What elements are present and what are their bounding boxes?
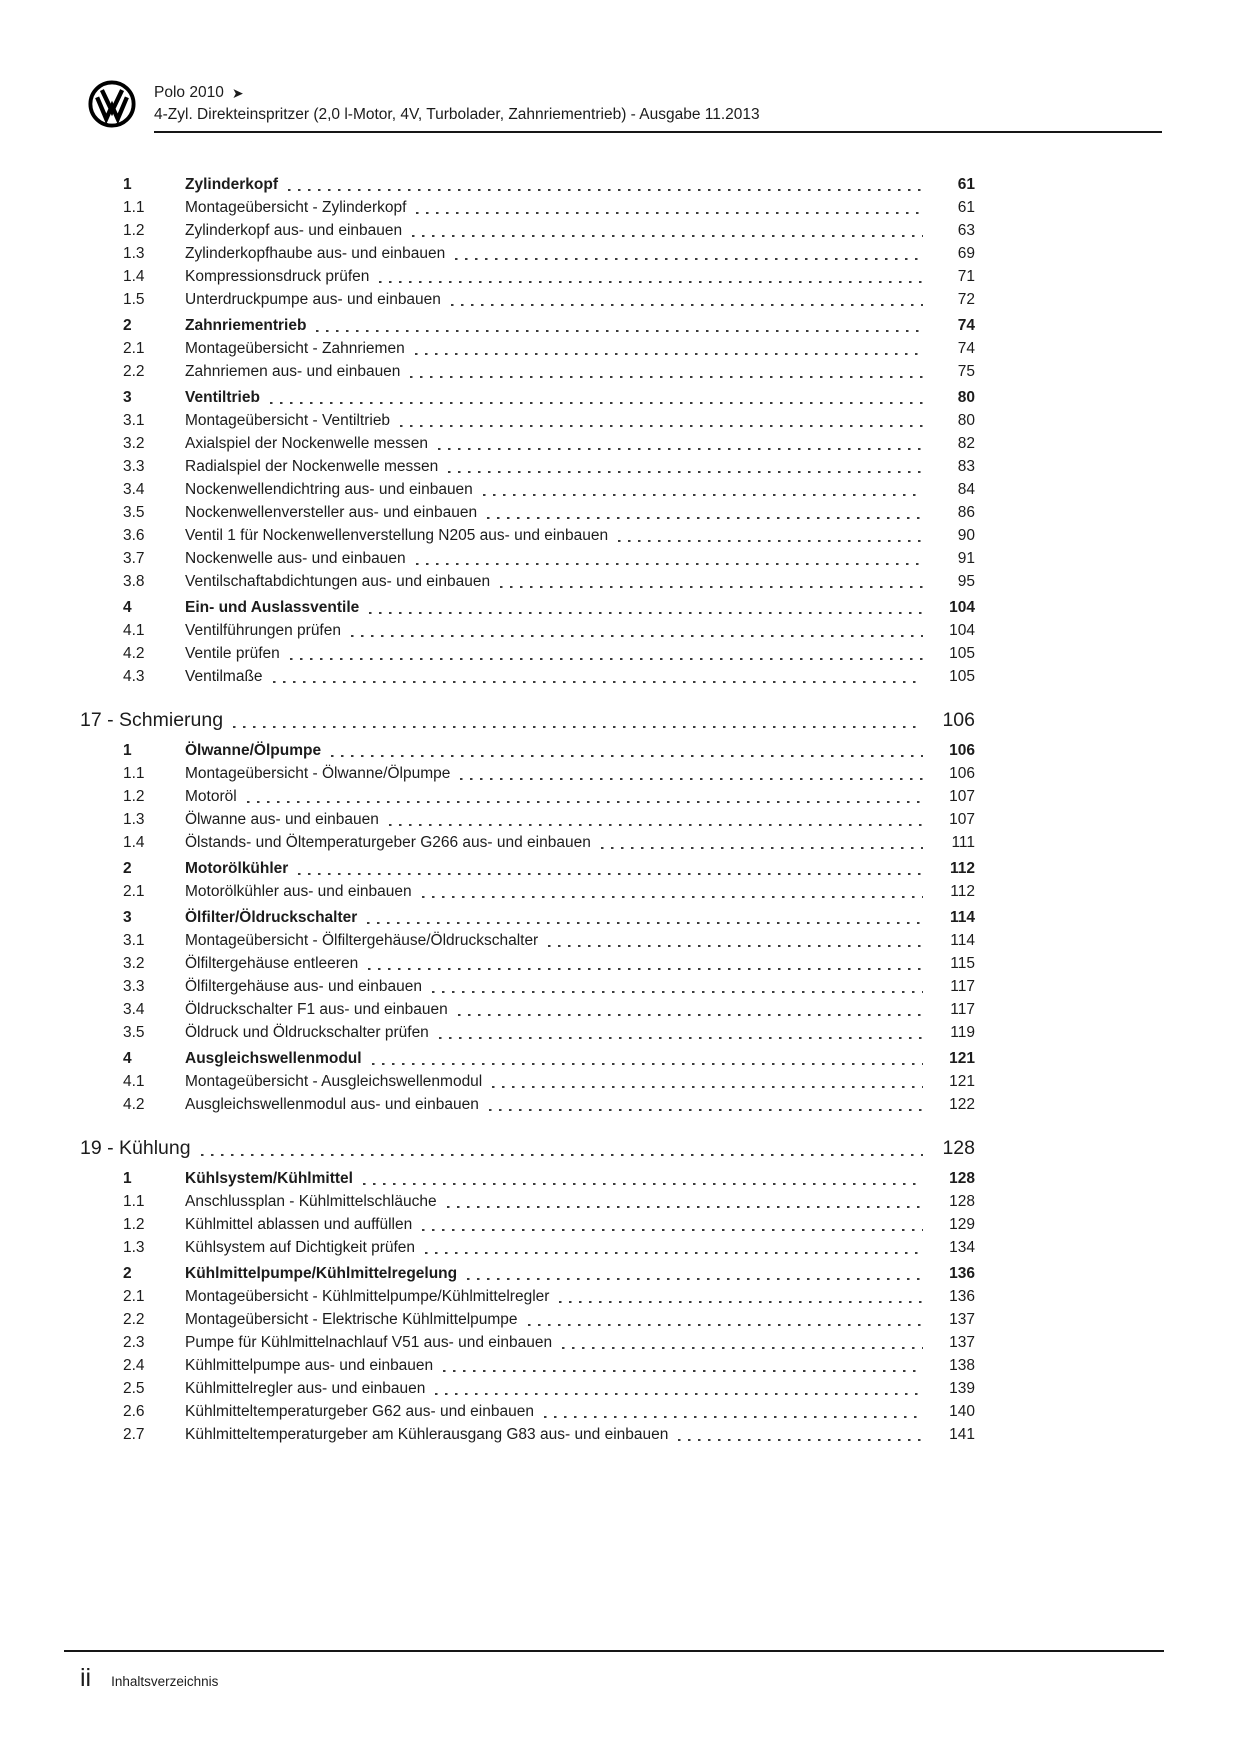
- toc-leader-dots: [455, 258, 923, 261]
- toc-subsection-row: [80, 1070, 975, 1093]
- toc-subsection-row: [80, 242, 975, 265]
- toc-entry-title: Nockenwellendichtring aus- und einbauen: [185, 481, 473, 498]
- toc-entry-number: 1.3: [123, 811, 145, 828]
- toc-entry-number: 2.4: [123, 1357, 145, 1374]
- toc-subsection-row: [80, 998, 975, 1021]
- toc-entry-title: Ölwanne aus- und einbauen: [185, 811, 379, 828]
- toc-entry-page: 114: [949, 909, 975, 926]
- toc-entry-page: 111: [951, 834, 975, 851]
- toc-entry-page: 138: [949, 1357, 975, 1374]
- toc-subsection-row: [80, 880, 975, 903]
- toc-leader-dots: [422, 896, 923, 899]
- toc-leader-dots: [678, 1439, 923, 1442]
- toc-subsection-row: [80, 1021, 975, 1044]
- toc-entry-number: 2.3: [123, 1334, 145, 1351]
- toc-subsection-row: [80, 570, 975, 593]
- toc-entry-number: 3.4: [123, 481, 145, 498]
- toc-entry-page: 140: [949, 1403, 975, 1420]
- toc-entry-page: 80: [957, 389, 975, 406]
- toc-subsection-row: [80, 952, 975, 975]
- toc-entry-title: Ausgleichswellenmodul aus- und einbauen: [185, 1096, 479, 1113]
- toc-subsection-row: [80, 432, 975, 455]
- toc-subsection-row: [80, 1093, 975, 1116]
- toc-entry-page: 119: [950, 1024, 975, 1041]
- toc-subsection-row: [80, 665, 975, 688]
- toc-leader-dots: [331, 755, 923, 758]
- toc-section-row: [80, 1167, 975, 1190]
- toc-subsection-row: [80, 929, 975, 952]
- toc-entry-number: 1: [123, 176, 132, 193]
- toc-entry-title: Montageübersicht - Ölfiltergehäuse/Öldruckschalter: [185, 932, 539, 949]
- toc-leader-dots: [435, 1393, 923, 1396]
- toc-entry-page: 121: [949, 1073, 975, 1090]
- toc-leader-dots: [298, 873, 923, 876]
- toc-entry-number: 4.2: [123, 1096, 145, 1113]
- toc-entry-number: 2.5: [123, 1380, 145, 1397]
- toc-leader-dots: [416, 563, 923, 566]
- toc-entry-title: Pumpe für Kühlmittelnachlauf V51 aus- und einbauen: [185, 1334, 553, 1351]
- table-of-contents: [80, 170, 975, 1446]
- toc-entry-page: 82: [957, 435, 975, 452]
- toc-subsection-row: [80, 1377, 975, 1400]
- toc-leader-dots: [416, 212, 923, 215]
- toc-entry-page: 80: [957, 412, 975, 429]
- model-line: [154, 83, 1162, 103]
- toc-entry-title: Motorölkühler: [185, 860, 289, 877]
- toc-leader-dots: [483, 494, 923, 497]
- toc-entry-page: 90: [957, 527, 975, 544]
- toc-entry-title: Ausgleichswellenmodul: [185, 1050, 362, 1067]
- toc-entry-number: 3.4: [123, 1001, 145, 1018]
- toc-entry-title: Kühlmittelpumpe/Kühlmittelregelung: [185, 1265, 458, 1282]
- toc-entry-page: 74: [957, 317, 975, 334]
- toc-entry-number: 2.1: [123, 1288, 145, 1305]
- toc-entry-number: 2.7: [123, 1426, 145, 1443]
- toc-entry-page: 69: [957, 245, 975, 262]
- vw-logo-icon: [88, 80, 136, 128]
- toc-entry-number: 4: [123, 1050, 132, 1067]
- toc-entry-number: 1: [123, 1170, 132, 1187]
- toc-entry-number: 1.2: [123, 788, 145, 805]
- toc-subsection-row: [80, 1213, 975, 1236]
- toc-leader-dots: [367, 922, 923, 925]
- toc-leader-dots: [379, 281, 923, 284]
- toc-entry-page: 74: [957, 340, 975, 357]
- toc-entry-title: Kühlmitteltemperaturgeber am Kühlerausgang G83 aus- und einbauen: [185, 1426, 669, 1443]
- toc-subsection-row: [80, 762, 975, 785]
- toc-entry-number: 1.3: [123, 1239, 145, 1256]
- toc-subsection-row: [80, 831, 975, 854]
- toc-entry-title: Motoröl: [185, 788, 237, 805]
- page-header: [88, 80, 1162, 133]
- toc-entry-title: Kühlmittel ablassen und auffüllen: [185, 1216, 413, 1233]
- toc-leader-dots: [559, 1301, 923, 1304]
- toc-leader-dots: [368, 968, 923, 971]
- toc-entry-page: 105: [949, 668, 975, 685]
- toc-entry-number: 3.5: [123, 504, 145, 521]
- toc-subsection-row: [80, 1400, 975, 1423]
- toc-entry-title: Montageübersicht - Ausgleichswellenmodul: [185, 1073, 483, 1090]
- toc-entry-number: 1.1: [123, 1193, 145, 1210]
- toc-subsection-row: [80, 547, 975, 570]
- toc-entry-number: 3.5: [123, 1024, 145, 1041]
- toc-entry-number: 3.1: [123, 932, 145, 949]
- toc-entry-title: Kühlmitteltemperaturgeber G62 aus- und einbauen: [185, 1403, 534, 1420]
- toc-subsection-row: [80, 337, 975, 360]
- toc-leader-dots: [458, 1014, 923, 1017]
- toc-leader-dots: [389, 824, 923, 827]
- toc-entry-number: 3: [123, 909, 132, 926]
- arrow-right-icon: ➤: [231, 85, 244, 101]
- toc-entry-page: 137: [949, 1311, 975, 1328]
- header-text: [154, 80, 1162, 133]
- toc-leader-dots: [247, 801, 923, 804]
- toc-subsection-row: [80, 196, 975, 219]
- toc-entry-page: 95: [957, 573, 975, 590]
- toc-entry-title: Montageübersicht - Ventiltrieb: [185, 412, 391, 429]
- toc-leader-dots: [201, 1154, 923, 1157]
- toc-subsection-row: [80, 619, 975, 642]
- toc-leader-dots: [618, 540, 923, 543]
- toc-entry-title: Nockenwellenversteller aus- und einbauen: [185, 504, 478, 521]
- toc-entry-page: 136: [949, 1265, 975, 1282]
- page-footer: [64, 1650, 1164, 1692]
- toc-entry-title: Ventile prüfen: [185, 645, 280, 662]
- toc-subsection-row: [80, 1236, 975, 1259]
- toc-entry-page: 106: [949, 765, 975, 782]
- toc-entry-page: 137: [949, 1334, 975, 1351]
- toc-subsection-row: [80, 1190, 975, 1213]
- toc-entry-page: 83: [957, 458, 975, 475]
- toc-entry-page: 91: [957, 550, 975, 567]
- toc-entry-title: 17 - Schmierung: [80, 709, 224, 731]
- toc-entry-page: 112: [950, 883, 975, 900]
- toc-leader-dots: [290, 658, 923, 661]
- toc-subsection-row: [80, 808, 975, 831]
- toc-subsection-row: [80, 785, 975, 808]
- toc-entry-title: Kühlmittelregler aus- und einbauen: [185, 1380, 426, 1397]
- toc-leader-dots: [487, 517, 923, 520]
- toc-entry-title: Motorölkühler aus- und einbauen: [185, 883, 412, 900]
- toc-entry-page: 121: [949, 1050, 975, 1067]
- toc-entry-title: Ölfilter/Öldruckschalter: [185, 909, 358, 926]
- toc-entry-page: 61: [957, 199, 975, 216]
- toc-leader-dots: [372, 1063, 923, 1066]
- toc-entry-page: 61: [957, 176, 975, 193]
- toc-entry-title: Montageübersicht - Zylinderkopf: [185, 199, 407, 216]
- toc-entry-page: 141: [949, 1426, 975, 1443]
- toc-leader-dots: [601, 847, 923, 850]
- toc-section-row: [80, 1047, 975, 1070]
- toc-section-row: [80, 857, 975, 880]
- toc-subsection-row: [80, 1308, 975, 1331]
- toc-subsection-row: [80, 642, 975, 665]
- toc-entry-number: 2.1: [123, 883, 145, 900]
- toc-entry-page: 129: [949, 1216, 975, 1233]
- toc-entry-number: 2: [123, 317, 132, 334]
- toc-entry-title: Ventiltrieb: [185, 389, 260, 406]
- toc-entry-number: 1.4: [123, 268, 145, 285]
- toc-leader-dots: [528, 1324, 923, 1327]
- toc-leader-dots: [460, 778, 923, 781]
- toc-entry-page: 122: [949, 1096, 975, 1113]
- toc-entry-page: 84: [957, 481, 975, 498]
- toc-subsection-row: [80, 1423, 975, 1446]
- toc-leader-dots: [451, 304, 923, 307]
- toc-section-row: [80, 1262, 975, 1285]
- toc-entry-page: 117: [950, 1001, 975, 1018]
- footer-label: Inhaltsverzeichnis: [111, 1674, 219, 1689]
- toc-entry-number: 4.1: [123, 1073, 145, 1090]
- toc-entry-title: Öldruckschalter F1 aus- und einbauen: [185, 1001, 448, 1018]
- toc-leader-dots: [443, 1370, 923, 1373]
- toc-entry-title: Montageübersicht - Elektrische Kühlmittelpumpe: [185, 1311, 518, 1328]
- toc-leader-dots: [439, 1037, 923, 1040]
- header-divider: [154, 131, 1162, 133]
- toc-entry-title: Ölwanne/Ölpumpe: [185, 742, 322, 759]
- toc-subsection-row: [80, 975, 975, 998]
- footer-divider: [64, 1650, 1164, 1652]
- toc-entry-page: 106: [942, 709, 975, 731]
- toc-entry-number: 3.6: [123, 527, 145, 544]
- toc-subsection-row: [80, 360, 975, 383]
- toc-leader-dots: [467, 1278, 923, 1281]
- toc-leader-dots: [351, 635, 923, 638]
- toc-leader-dots: [425, 1252, 923, 1255]
- toc-section-row: [80, 314, 975, 337]
- toc-entry-page: 105: [949, 645, 975, 662]
- toc-leader-dots: [489, 1109, 923, 1112]
- toc-entry-title: Axialspiel der Nockenwelle messen: [185, 435, 428, 452]
- toc-entry-number: 1.1: [123, 765, 145, 782]
- toc-entry-page: 107: [949, 788, 975, 805]
- toc-entry-page: 107: [949, 811, 975, 828]
- toc-entry-number: 2.1: [123, 340, 145, 357]
- toc-subsection-row: [80, 455, 975, 478]
- toc-entry-title: Zahnriementrieb: [185, 317, 307, 334]
- toc-leader-dots: [412, 235, 923, 238]
- toc-entry-title: Ölfiltergehäuse aus- und einbauen: [185, 978, 422, 995]
- model-name: Polo 2010: [154, 84, 224, 101]
- toc-subsection-row: [80, 288, 975, 311]
- toc-entry-number: 3.8: [123, 573, 145, 590]
- toc-leader-dots: [363, 1183, 923, 1186]
- toc-leader-dots: [492, 1086, 923, 1089]
- toc-entry-page: 128: [949, 1193, 975, 1210]
- toc-leader-dots: [233, 726, 923, 729]
- toc-section-row: [80, 739, 975, 762]
- header-subtitle: 4-Zyl. Direkteinspritzer (2,0 l-Motor, 4V, Turbolader, Zahnriementrieb) - Ausgabe 11.2013: [154, 106, 760, 123]
- toc-leader-dots: [438, 448, 923, 451]
- toc-subsection-row: [80, 1331, 975, 1354]
- toc-entry-number: 3.7: [123, 550, 145, 567]
- toc-entry-page: 128: [949, 1170, 975, 1187]
- toc-section-row: [80, 596, 975, 619]
- toc-entry-title: Zylinderkopf aus- und einbauen: [185, 222, 403, 239]
- toc-entry-number: 3.1: [123, 412, 145, 429]
- toc-entry-number: 2.6: [123, 1403, 145, 1420]
- toc-entry-page: 136: [949, 1288, 975, 1305]
- toc-entry-page: 104: [949, 622, 975, 639]
- toc-entry-number: 2.2: [123, 363, 145, 380]
- toc-leader-dots: [548, 945, 923, 948]
- toc-leader-dots: [422, 1229, 923, 1232]
- toc-entry-title: Öldruck und Öldruckschalter prüfen: [185, 1024, 429, 1041]
- toc-entry-title: Unterdruckpumpe aus- und einbauen: [185, 291, 441, 308]
- toc-leader-dots: [500, 586, 923, 589]
- toc-entry-number: 2: [123, 1265, 132, 1282]
- toc-entry-title: Ventilschaftabdichtungen aus- und einbauen: [185, 573, 491, 590]
- toc-entry-title: Ventilmaße: [185, 668, 263, 685]
- toc-entry-page: 139: [949, 1380, 975, 1397]
- toc-entry-title: Kühlsystem auf Dichtigkeit prüfen: [185, 1239, 416, 1256]
- toc-entry-number: 3: [123, 389, 132, 406]
- toc-entry-number: 2: [123, 860, 132, 877]
- toc-entry-title: Kompressionsdruck prüfen: [185, 268, 370, 285]
- toc-leader-dots: [288, 189, 923, 192]
- toc-subsection-row: [80, 1285, 975, 1308]
- toc-entry-title: Ölstands- und Öltemperaturgeber G266 aus- und einbauen: [185, 834, 591, 851]
- toc-leader-dots: [448, 471, 923, 474]
- toc-entry-number: 3.3: [123, 978, 145, 995]
- toc-entry-title: Kühlmittelpumpe aus- und einbauen: [185, 1357, 434, 1374]
- toc-leader-dots: [432, 991, 923, 994]
- toc-leader-dots: [410, 376, 923, 379]
- toc-entry-title: 19 - Kühlung: [80, 1137, 191, 1159]
- toc-entry-title: Ventil 1 für Nockenwellenverstellung N205 aus- und einbauen: [185, 527, 609, 544]
- toc-subsection-row: [80, 409, 975, 432]
- toc-subsection-row: [80, 524, 975, 547]
- toc-entry-title: Zahnriemen aus- und einbauen: [185, 363, 401, 380]
- toc-entry-title: Zylinderkopf: [185, 176, 279, 193]
- toc-entry-number: 4.3: [123, 668, 145, 685]
- toc-leader-dots: [369, 612, 923, 615]
- toc-entry-number: 3.3: [123, 458, 145, 475]
- toc-entry-title: Anschlussplan - Kühlmittelschläuche: [185, 1193, 437, 1210]
- toc-entry-page: 71: [957, 268, 975, 285]
- toc-chapter-row: [80, 707, 975, 734]
- page-number: ii: [80, 1664, 92, 1692]
- toc-subsection-row: [80, 1354, 975, 1377]
- toc-entry-number: 1.1: [123, 199, 145, 216]
- toc-entry-number: 4: [123, 599, 132, 616]
- toc-entry-title: Ein- und Auslassventile: [185, 599, 360, 616]
- toc-subsection-row: [80, 501, 975, 524]
- toc-entry-title: Montageübersicht - Kühlmittelpumpe/Kühlmittelregler: [185, 1288, 550, 1305]
- toc-entry-page: 72: [957, 291, 975, 308]
- toc-section-row: [80, 173, 975, 196]
- toc-entry-page: 75: [957, 363, 975, 380]
- toc-entry-page: 115: [950, 955, 975, 972]
- toc-entry-page: 63: [957, 222, 975, 239]
- toc-leader-dots: [316, 330, 923, 333]
- toc-chapter-row: [80, 1135, 975, 1162]
- footer-row: [64, 1664, 1164, 1692]
- toc-entry-title: Zylinderkopfhaube aus- und einbauen: [185, 245, 446, 262]
- toc-entry-number: 1: [123, 742, 132, 759]
- toc-leader-dots: [562, 1347, 923, 1350]
- toc-section-row: [80, 386, 975, 409]
- toc-leader-dots: [544, 1416, 923, 1419]
- toc-leader-dots: [400, 425, 923, 428]
- toc-entry-number: 1.4: [123, 834, 145, 851]
- toc-entry-title: Montageübersicht - Ölwanne/Ölpumpe: [185, 765, 451, 782]
- toc-entry-number: 4.1: [123, 622, 145, 639]
- toc-entry-page: 128: [942, 1137, 975, 1159]
- toc-leader-dots: [270, 402, 923, 405]
- toc-subsection-row: [80, 478, 975, 501]
- toc-entry-page: 117: [950, 978, 975, 995]
- toc-entry-number: 4.2: [123, 645, 145, 662]
- toc-entry-title: Ventilführungen prüfen: [185, 622, 341, 639]
- toc-entry-number: 2.2: [123, 1311, 145, 1328]
- toc-leader-dots: [273, 681, 923, 684]
- toc-entry-page: 134: [949, 1239, 975, 1256]
- toc-entry-page: 104: [949, 599, 975, 616]
- toc-entry-number: 1.3: [123, 245, 145, 262]
- toc-subsection-row: [80, 265, 975, 288]
- toc-entry-title: Radialspiel der Nockenwelle messen: [185, 458, 439, 475]
- toc-section-row: [80, 906, 975, 929]
- toc-entry-number: 3.2: [123, 435, 145, 452]
- toc-entry-title: Nockenwelle aus- und einbauen: [185, 550, 406, 567]
- toc-leader-dots: [447, 1206, 923, 1209]
- toc-subsection-row: [80, 219, 975, 242]
- toc-entry-title: Kühlsystem/Kühlmittel: [185, 1170, 353, 1187]
- toc-entry-number: 3.2: [123, 955, 145, 972]
- toc-entry-number: 1.5: [123, 291, 145, 308]
- toc-entry-title: Ölfiltergehäuse entleeren: [185, 955, 359, 972]
- toc-entry-page: 86: [957, 504, 975, 521]
- toc-entry-number: 1.2: [123, 222, 145, 239]
- toc-entry-page: 106: [949, 742, 975, 759]
- toc-entry-title: Montageübersicht - Zahnriemen: [185, 340, 405, 357]
- toc-entry-page: 112: [949, 860, 975, 877]
- toc-leader-dots: [415, 353, 923, 356]
- toc-entry-page: 114: [950, 932, 975, 949]
- toc-entry-number: 1.2: [123, 1216, 145, 1233]
